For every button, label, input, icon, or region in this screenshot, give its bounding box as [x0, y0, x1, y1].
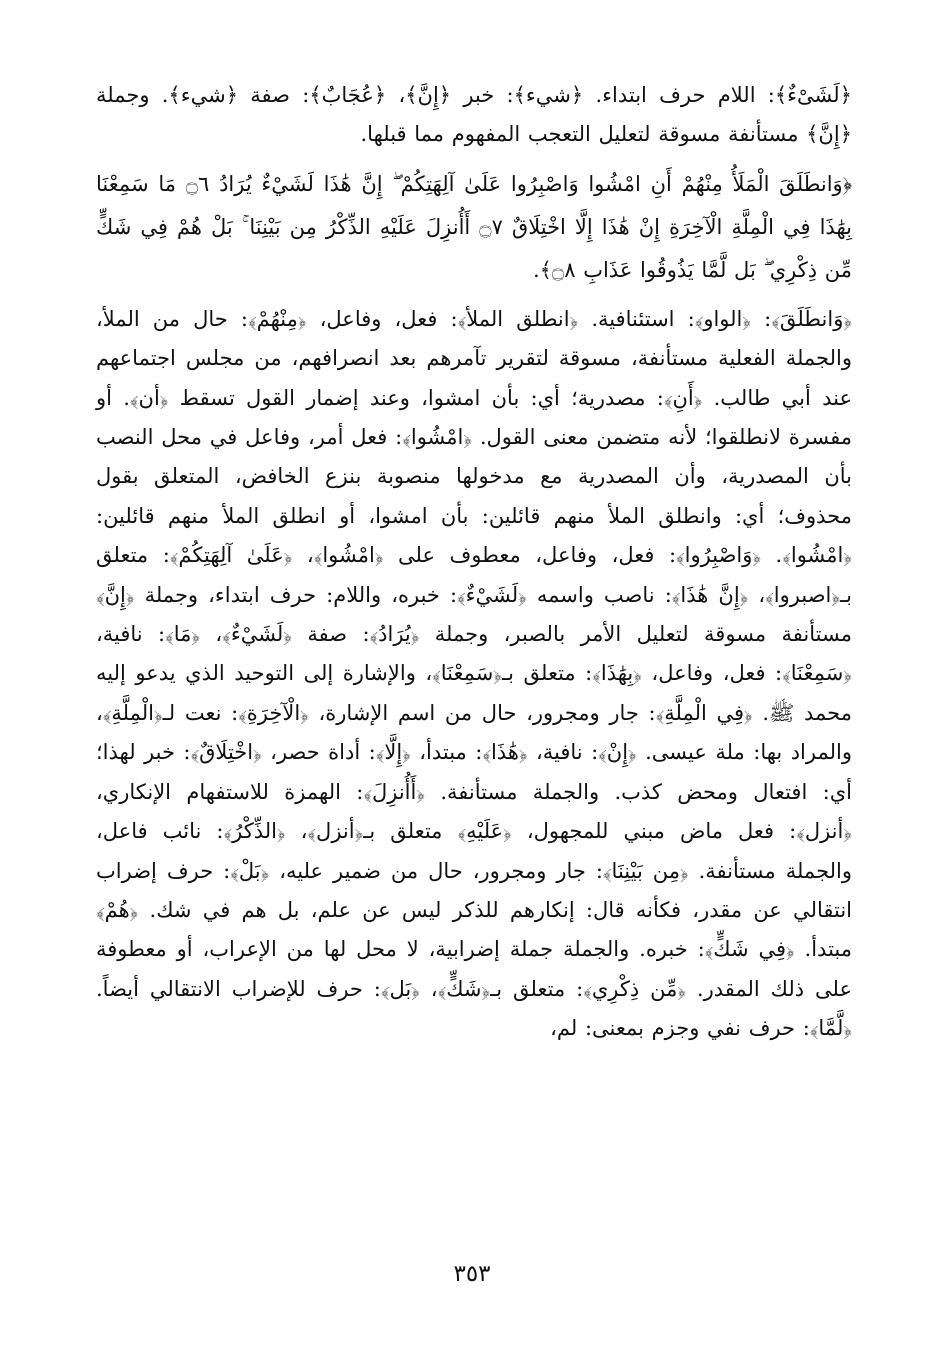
paragraph-1: ﴿لَشَىْءٌ﴾: اللام حرف ابتداء. ﴿شيء﴾: خبر ﴿إِنَّ﴾، ﴿عُجَابٌ﴾: صفة ﴿شيء﴾. وجملة ﴿إِنَّ﴾ مستأنفة مسوقة لتعليل التعجب المفهوم مما قبلها. — [96, 83, 852, 147]
paragraph-3: ﴿وَانطَلَقَ﴾: ﴿الواو﴾: استئنافية. ﴿انطلق الملأ﴾: فعل، وفاعل، ﴿مِنْهُمْ﴾: حال من الملأ، والجملة الفعلية مستأنفة، مسوقة لتقرير تآمرهم بعد انصرافهم، من مجلس اجتماعهم عند أبي طالب. ﴿أَنِ﴾: مصدرية؛ أي: بأن امشوا، وعند إضمار القول تسقط ﴿أن﴾. أو مفسرة لانطلقوا؛ لأنه متضمن معنى القول. ﴿امْشُوا﴾: فعل أمر، وفاعل في محل النصب بأن المصدرية، وأن المصدرية مع مدخولها منصوبة بنزع الخافض، المتعلق بقول محذوف؛ أي: وانطلق الملأ منهم قائلين: بأن امشوا، أو انطلق الملأ منهم قائلين: ﴿امْشُوا﴾. ﴿وَاصْبِرُوا﴾: فعل، وفاعل، معطوف على ﴿امْشُوا﴾، ﴿عَلَىٰ آلِهَتِكُمْ﴾: متعلق بـ﴿اصبروا﴾، ﴿إِنَّ هَٰذَا﴾: ناصب واسمه ﴿لَشَيْءٌ﴾: خبره، واللام: حرف ابتداء، وجملة ﴿إِنَّ﴾ مستأنفة مسوقة لتعليل الأمر بالصبر، وجملة ﴿يُرَادُ﴾: صفة ﴿لَشَيْءٌ﴾، ﴿مَا﴾: نافية، ﴿سَمِعْنَا﴾: فعل، وفاعل، ﴿بِهَٰذَا﴾: متعلق بـ﴿سَمِعْنَا﴾، والإشارة إلى التوحيد الذي يدعو إليه محمد ﷺ. ﴿فِي الْمِلَّةِ﴾: جار ومجرور، حال من اسم الإشارة، ﴿الْآخِرَةِ﴾: نعت لـ﴿الْمِلَّةِ﴾، والمراد بها: ملة عيسى. ﴿إِنْ﴾: نافية، ﴿هَٰذَا﴾: مبتدأ، ﴿إِلَّا﴾: أداة حصر، ﴿اخْتِلَاقٌ﴾: خبر لهذا؛ أي: افتعال ومحض كذب. والجملة مستأنفة. ﴿أَأُنزِلَ﴾: الهمزة للاستفهام الإنكاري، ﴿أنزل﴾: فعل ماض مبني للمجهول، ﴿عَلَيْهِ﴾ متعلق بـ﴿أنزل﴾، ﴿الذِّكْرُ﴾: نائب فاعل، والجملة مستأنفة. ﴿مِن بَيْنِنَا﴾: جار ومجرور، حال من ضمير عليه، ﴿بَلْ﴾: حرف إضراب انتقالي عن مقدر، فكأنه قال: إنكارهم للذكر ليس عن علم، بل هم في شك. ﴿هُمْ﴾ مبتدأ. ﴿فِي شَكٍّ﴾: خبره. والجملة جملة إضرابية، لا محل لها من الإعراب، أو معطوفة على ذلك المقدر. ﴿مِّن ذِكْرِي﴾: متعلق بـ﴿شَكٍّ﴾، ﴿بَل﴾: حرف للإضراب الانتقالي أيضاً. ﴿لَّمَّا﴾: حرف نفي وجزم بمعنى: لم، — [96, 306, 852, 1041]
quran-verse-block: ﴿وَانطَلَقَ الْمَلَأُ مِنْهُمْ أَنِ امْشُوا وَاصْبِرُوا عَلَىٰ آلِهَتِكُمْ ۖ إِنَّ هَٰذَا لَشَيْءٌ يُرَادُ ۝٦ مَا سَمِعْنَا بِهَٰذَا فِي الْمِلَّةِ الْآخِرَةِ إِنْ هَٰذَا إِلَّا اخْتِلَاقٌ ۝٧ أَأُنزِلَ عَلَيْهِ الذِّكْرُ مِن بَيْنِنَا ۚ بَلْ هُمْ فِي شَكٍّ مِّن ذِكْرِي ۖ بَل لَّمَّا يَذُوقُوا عَذَابِ ۝٨﴾. — [96, 171, 853, 282]
page-number: ٣٥٣ — [453, 1261, 491, 1287]
page-body — [96, 76, 852, 1049]
